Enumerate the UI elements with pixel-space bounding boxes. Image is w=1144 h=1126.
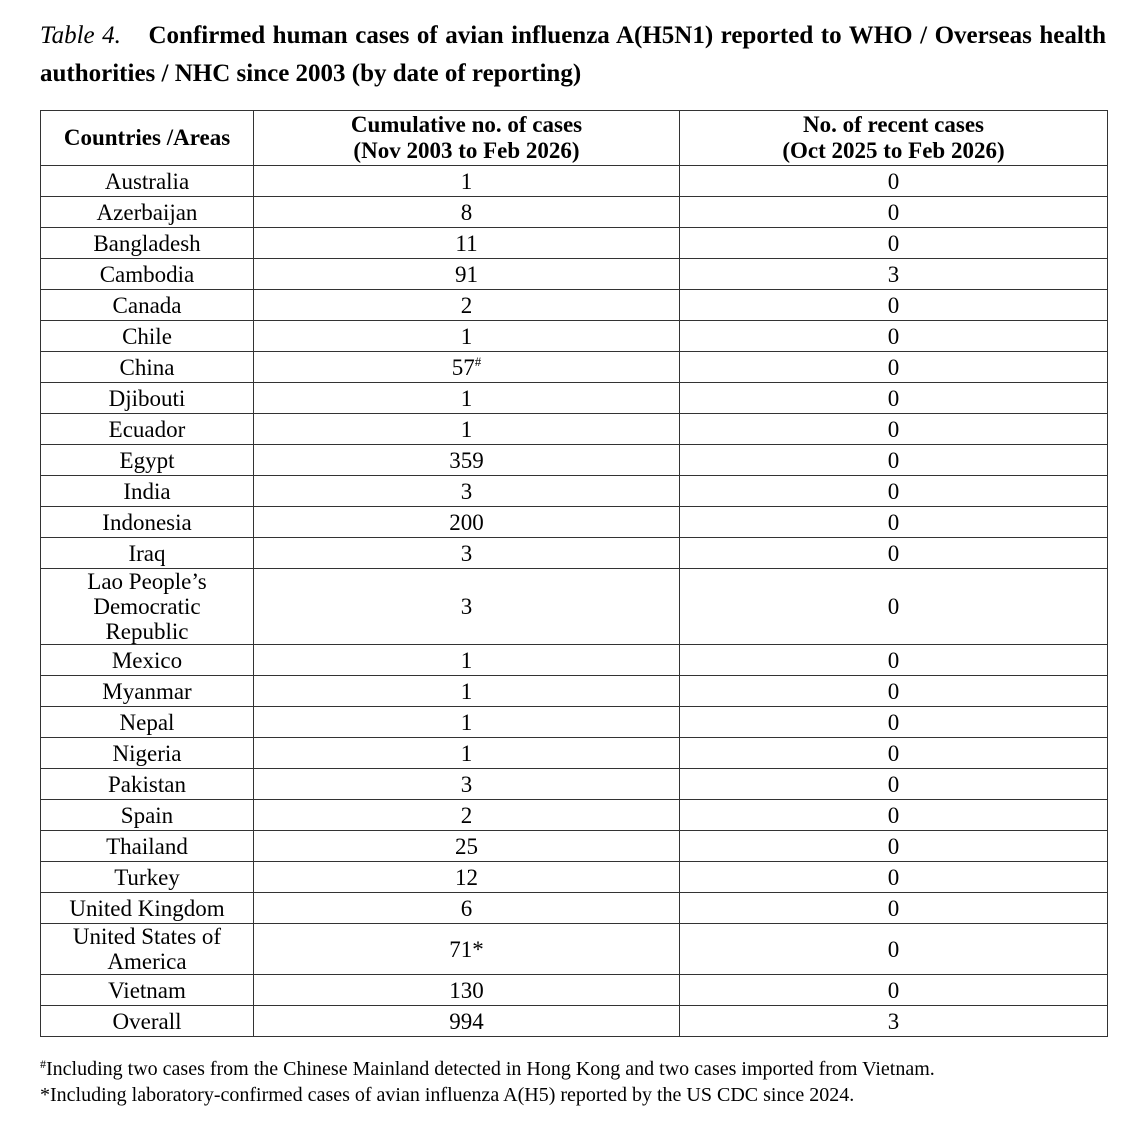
cell-cumulative <box>254 831 680 862</box>
cell-country <box>41 924 254 975</box>
table-row <box>41 707 1108 738</box>
cell-recent <box>680 259 1108 290</box>
recent-value: 0 <box>887 977 900 1003</box>
cell-recent <box>680 507 1108 538</box>
recent-value: 0 <box>887 509 900 535</box>
header-recent <box>680 111 1108 166</box>
cell-cumulative <box>254 707 680 738</box>
footnote-mark: # <box>40 1057 46 1071</box>
country-name-line: America <box>107 949 187 974</box>
cell-recent <box>680 738 1108 769</box>
cell-recent <box>680 893 1108 924</box>
country-name-line: Democratic <box>93 594 201 619</box>
cell-cumulative <box>254 259 680 290</box>
cumulative-value: 1 <box>460 385 473 411</box>
cell-recent <box>680 831 1108 862</box>
country-name-line: Overall <box>112 1008 182 1034</box>
recent-value: 0 <box>887 385 900 411</box>
cell-cumulative <box>254 414 680 445</box>
table-row <box>41 445 1108 476</box>
recent-value: 0 <box>887 323 900 349</box>
country-name-line: Ecuador <box>108 416 186 442</box>
cumulative-value: 200 <box>449 509 484 535</box>
table-row <box>41 321 1108 352</box>
recent-value: 0 <box>887 864 900 890</box>
cell-recent <box>680 676 1108 707</box>
cell-country <box>41 383 254 414</box>
cumulative-value: 3 <box>460 594 473 619</box>
table-title <box>40 17 1106 93</box>
cumulative-value: 6 <box>460 895 473 921</box>
country-name-line: Myanmar <box>102 678 192 704</box>
cell-cumulative <box>254 676 680 707</box>
cumulative-value: 1 <box>460 168 473 194</box>
table-row <box>41 538 1108 569</box>
table-row <box>41 383 1108 414</box>
country-name-line: Lao People’s <box>87 569 207 594</box>
country-name-line: United States of <box>72 924 222 949</box>
country-name-line: Indonesia <box>102 509 192 535</box>
cumulative-value: 1 <box>460 647 473 673</box>
recent-value: 0 <box>887 168 900 194</box>
table-row <box>41 352 1108 383</box>
cell-cumulative <box>254 228 680 259</box>
table-row <box>41 259 1108 290</box>
cell-cumulative <box>254 197 680 228</box>
cell-country <box>41 290 254 321</box>
table-row <box>41 738 1108 769</box>
footnote-usa <box>40 1082 935 1108</box>
recent-value: 0 <box>887 895 900 921</box>
cell-country <box>41 645 254 676</box>
table-row <box>41 290 1108 321</box>
table-row <box>41 831 1108 862</box>
cell-country <box>41 228 254 259</box>
cell-recent <box>680 645 1108 676</box>
table-row <box>41 197 1108 228</box>
recent-value: 0 <box>887 478 900 504</box>
cumulative-value: 994 <box>449 1008 484 1034</box>
header-countries <box>41 111 254 166</box>
cell-recent <box>680 476 1108 507</box>
cell-cumulative <box>254 738 680 769</box>
country-name-line: Australia <box>104 168 190 194</box>
recent-value: 0 <box>887 740 900 766</box>
cumulative-value: 57 <box>451 354 475 380</box>
country-name-line: Thailand <box>106 833 188 859</box>
cell-recent <box>680 445 1108 476</box>
country-name-line: Turkey <box>114 864 180 890</box>
table-row <box>41 1006 1108 1037</box>
header-cumulative-line-2: (Nov 2003 to Feb 2026) <box>353 138 580 163</box>
country-name-line: Iraq <box>128 540 166 566</box>
cell-cumulative <box>254 975 680 1006</box>
cell-country <box>41 166 254 197</box>
recent-value: 0 <box>887 230 900 256</box>
country-name-line: Egypt <box>119 447 175 473</box>
cell-recent <box>680 707 1108 738</box>
cell-recent <box>680 569 1108 645</box>
cumulative-value: 1 <box>460 678 473 704</box>
cumulative-value: 2 <box>460 292 473 318</box>
header-cumulative-line-1: Cumulative no. of cases <box>350 112 583 137</box>
cell-country <box>41 1006 254 1037</box>
country-name-line: Canada <box>112 292 182 318</box>
footnote-text: Including two cases from the Chinese Mainland detected in Hong Kong and two cases imported from Vietnam. <box>46 1058 935 1080</box>
cell-cumulative <box>254 290 680 321</box>
cell-country <box>41 975 254 1006</box>
cell-recent <box>680 800 1108 831</box>
cell-country <box>41 862 254 893</box>
recent-value: 0 <box>887 709 900 735</box>
cumulative-value: 25 <box>455 833 478 859</box>
table-row <box>41 800 1108 831</box>
cell-recent <box>680 197 1108 228</box>
recent-value: 0 <box>887 292 900 318</box>
cell-recent <box>680 1006 1108 1037</box>
recent-value: 0 <box>887 678 900 704</box>
country-name-line: United Kingdom <box>69 895 225 921</box>
cell-recent <box>680 383 1108 414</box>
table-row <box>41 166 1108 197</box>
cell-country <box>41 352 254 383</box>
country-name-line: Spain <box>120 802 174 828</box>
recent-value: 0 <box>887 771 900 797</box>
cell-country <box>41 507 254 538</box>
footnote-marker: # <box>474 353 482 369</box>
table-number: Table 4. <box>40 22 121 49</box>
cell-cumulative <box>254 893 680 924</box>
table-heading: Confirmed human cases of avian influenza A(H5N1) reported to WHO / Overseas health authorities / NHC since 2003 (by date of reporting) <box>40 22 1107 87</box>
table-header-row <box>41 111 1108 166</box>
cell-cumulative <box>254 383 680 414</box>
table-row <box>41 924 1108 975</box>
cumulative-value: 1 <box>460 323 473 349</box>
cell-cumulative <box>254 476 680 507</box>
header-cumulative <box>254 111 680 166</box>
table-row <box>41 476 1108 507</box>
country-name-line: China <box>119 354 175 380</box>
header-recent-line-2: (Oct 2025 to Feb 2026) <box>782 138 1005 163</box>
table-row <box>41 228 1108 259</box>
cumulative-value: 8 <box>460 199 473 225</box>
cell-recent <box>680 924 1108 975</box>
cell-country <box>41 738 254 769</box>
table-row <box>41 893 1108 924</box>
cumulative-value: 3 <box>460 478 473 504</box>
cumulative-value: 1 <box>460 416 473 442</box>
cell-cumulative <box>254 569 680 645</box>
footnote-china <box>40 1056 935 1082</box>
cumulative-value: 71* <box>449 936 484 962</box>
cell-country <box>41 707 254 738</box>
country-name-line: Nigeria <box>112 740 182 766</box>
cell-recent <box>680 975 1108 1006</box>
cell-country <box>41 538 254 569</box>
header-countries-line: Countries /Areas <box>63 125 231 150</box>
cell-cumulative <box>254 862 680 893</box>
cumulative-value: 12 <box>455 864 478 890</box>
cumulative-value: 2 <box>460 802 473 828</box>
cell-country <box>41 569 254 645</box>
cell-cumulative <box>254 538 680 569</box>
cell-cumulative <box>254 166 680 197</box>
footnote-text: *Including laboratory-confirmed cases of avian influenza A(H5) reported by the US CDC since 2024. <box>40 1084 855 1106</box>
cell-cumulative <box>254 645 680 676</box>
cell-recent <box>680 321 1108 352</box>
cell-country <box>41 800 254 831</box>
recent-value: 0 <box>887 647 900 673</box>
recent-value: 0 <box>887 802 900 828</box>
cumulative-value: 11 <box>455 230 478 256</box>
cell-recent <box>680 228 1108 259</box>
recent-value: 0 <box>887 594 900 619</box>
recent-value: 3 <box>887 1008 900 1034</box>
cell-cumulative <box>254 800 680 831</box>
recent-value: 0 <box>887 199 900 225</box>
cumulative-value: 1 <box>460 709 473 735</box>
country-name-line: Azerbaijan <box>96 199 198 225</box>
cell-cumulative <box>254 1006 680 1037</box>
cell-country <box>41 893 254 924</box>
recent-value: 0 <box>887 540 900 566</box>
cumulative-value: 3 <box>460 540 473 566</box>
recent-value: 0 <box>887 416 900 442</box>
cell-country <box>41 259 254 290</box>
cell-cumulative <box>254 445 680 476</box>
table-row <box>41 414 1108 445</box>
table-row <box>41 569 1108 645</box>
cell-cumulative <box>254 321 680 352</box>
cell-cumulative <box>254 769 680 800</box>
cumulative-value: 91 <box>455 261 478 287</box>
cell-country <box>41 414 254 445</box>
cell-country <box>41 197 254 228</box>
cumulative-value: 359 <box>449 447 484 473</box>
cell-recent <box>680 290 1108 321</box>
cell-recent <box>680 538 1108 569</box>
cumulative-value: 130 <box>449 977 484 1003</box>
table-body <box>41 166 1108 1037</box>
cell-recent <box>680 166 1108 197</box>
h5n1-cases-table <box>40 110 1108 1037</box>
table-row <box>41 769 1108 800</box>
cell-cumulative <box>254 507 680 538</box>
country-name-line: Republic <box>105 619 189 644</box>
recent-value: 0 <box>887 447 900 473</box>
cell-country <box>41 769 254 800</box>
table-row <box>41 507 1108 538</box>
table-row <box>41 645 1108 676</box>
recent-value: 0 <box>887 936 900 962</box>
recent-value: 0 <box>887 833 900 859</box>
cell-country <box>41 321 254 352</box>
cell-cumulative <box>254 352 680 383</box>
recent-value: 3 <box>887 261 900 287</box>
country-name-line: India <box>123 478 171 504</box>
country-name-line: Djibouti <box>108 385 186 411</box>
cell-country <box>41 445 254 476</box>
country-name-line: Vietnam <box>108 977 186 1003</box>
cell-country <box>41 831 254 862</box>
header-recent-line-1: No. of recent cases <box>803 112 984 137</box>
table-row <box>41 975 1108 1006</box>
cell-country <box>41 676 254 707</box>
cell-recent <box>680 769 1108 800</box>
cell-recent <box>680 352 1108 383</box>
country-name-line: Bangladesh <box>93 230 201 256</box>
table-row <box>41 862 1108 893</box>
cell-country <box>41 476 254 507</box>
cumulative-value: 1 <box>460 740 473 766</box>
footnotes <box>40 1056 935 1108</box>
cumulative-value: 3 <box>460 771 473 797</box>
cell-cumulative <box>254 924 680 975</box>
country-name-line: Pakistan <box>108 771 186 797</box>
table-row <box>41 676 1108 707</box>
country-name-line: Cambodia <box>99 261 195 287</box>
country-name-line: Nepal <box>119 709 175 735</box>
country-name-line: Mexico <box>111 647 183 673</box>
country-name-line: Chile <box>122 323 172 349</box>
cell-recent <box>680 862 1108 893</box>
cell-recent <box>680 414 1108 445</box>
recent-value: 0 <box>887 354 900 380</box>
